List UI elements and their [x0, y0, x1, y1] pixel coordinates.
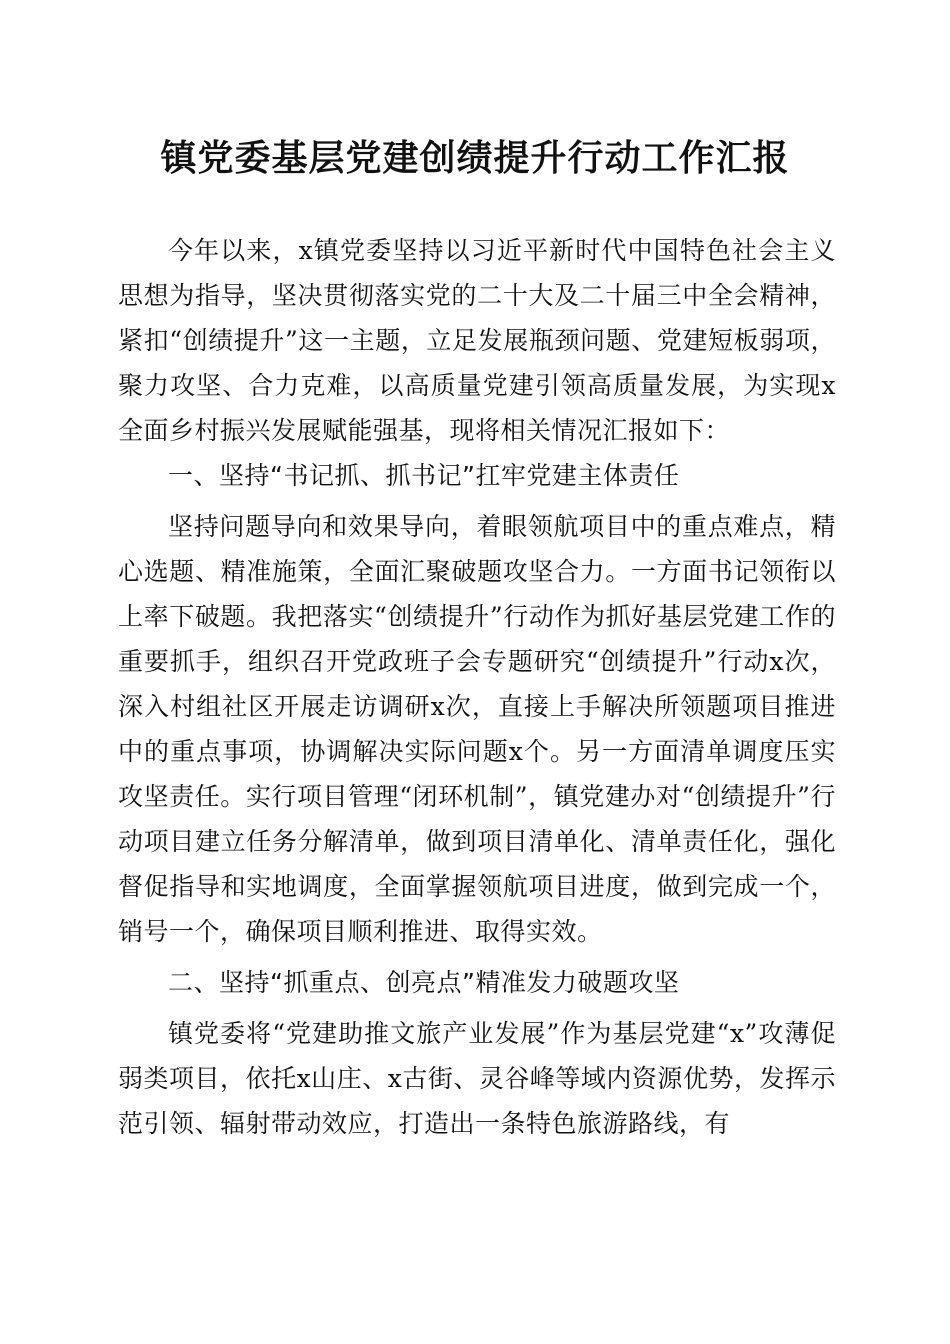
document-body: [118, 228, 836, 1146]
section-2-heading: 二、坚持“抓重点、创亮点”精准发力破题攻坚: [168, 968, 680, 997]
section-1-paragraph: 坚持问题导向和效果导向，着眼领航项目中的重点难点，精心选题、精准施策，全面汇聚破题攻坚合力。一方面书记领衔以上率下破题。我把落实“创绩提升”行动作为抓好基层党建工作的重要抓手，组织召开党政班子会专题研究“创绩提升”行动x次，深入村组社区开展走访调研x次，直接上手解决所领题项目推进中的重点事项，协调解决实际问题x个。另一方面清单调度压实攻坚责任。实行项目管理“闭环机制”，镇党建办对“创绩提升”行动项目建立任务分解清单，做到项目清单化、清单责任化，强化督促指导和实地调度，全面掌握领航项目进度，做到完成一个，销号一个，确保项目顺利推进、取得实效。: [118, 512, 836, 946]
intro-paragraph: 今年以来，x镇党委坚持以习近平新时代中国特色社会主义思想为指导，坚决贯彻落实党的二十大及二十届三中全会精神，紧扣“创绩提升”这一主题，立足发展瓶颈问题、党建短板弱项，聚力攻坚、合力克难，以高质量党建引领高质量发展，为实现x全面乡村振兴发展赋能强基，现将相关情况汇报如下：: [118, 236, 836, 445]
section-2-paragraph: 镇党委将“党建助推文旅产业发展”作为基层党建“x”攻薄促弱类项目，依托x山庄、x古街、灵谷峰等域内资源优势，发挥示范引领、辐射带动效应，打造出一条特色旅游路线，有: [118, 1019, 836, 1138]
document-title: 镇党委基层党建创绩提升行动工作汇报: [160, 137, 790, 179]
section-1-heading: 一、坚持“书记抓、抓书记”扛牢党建主体责任: [168, 461, 680, 490]
